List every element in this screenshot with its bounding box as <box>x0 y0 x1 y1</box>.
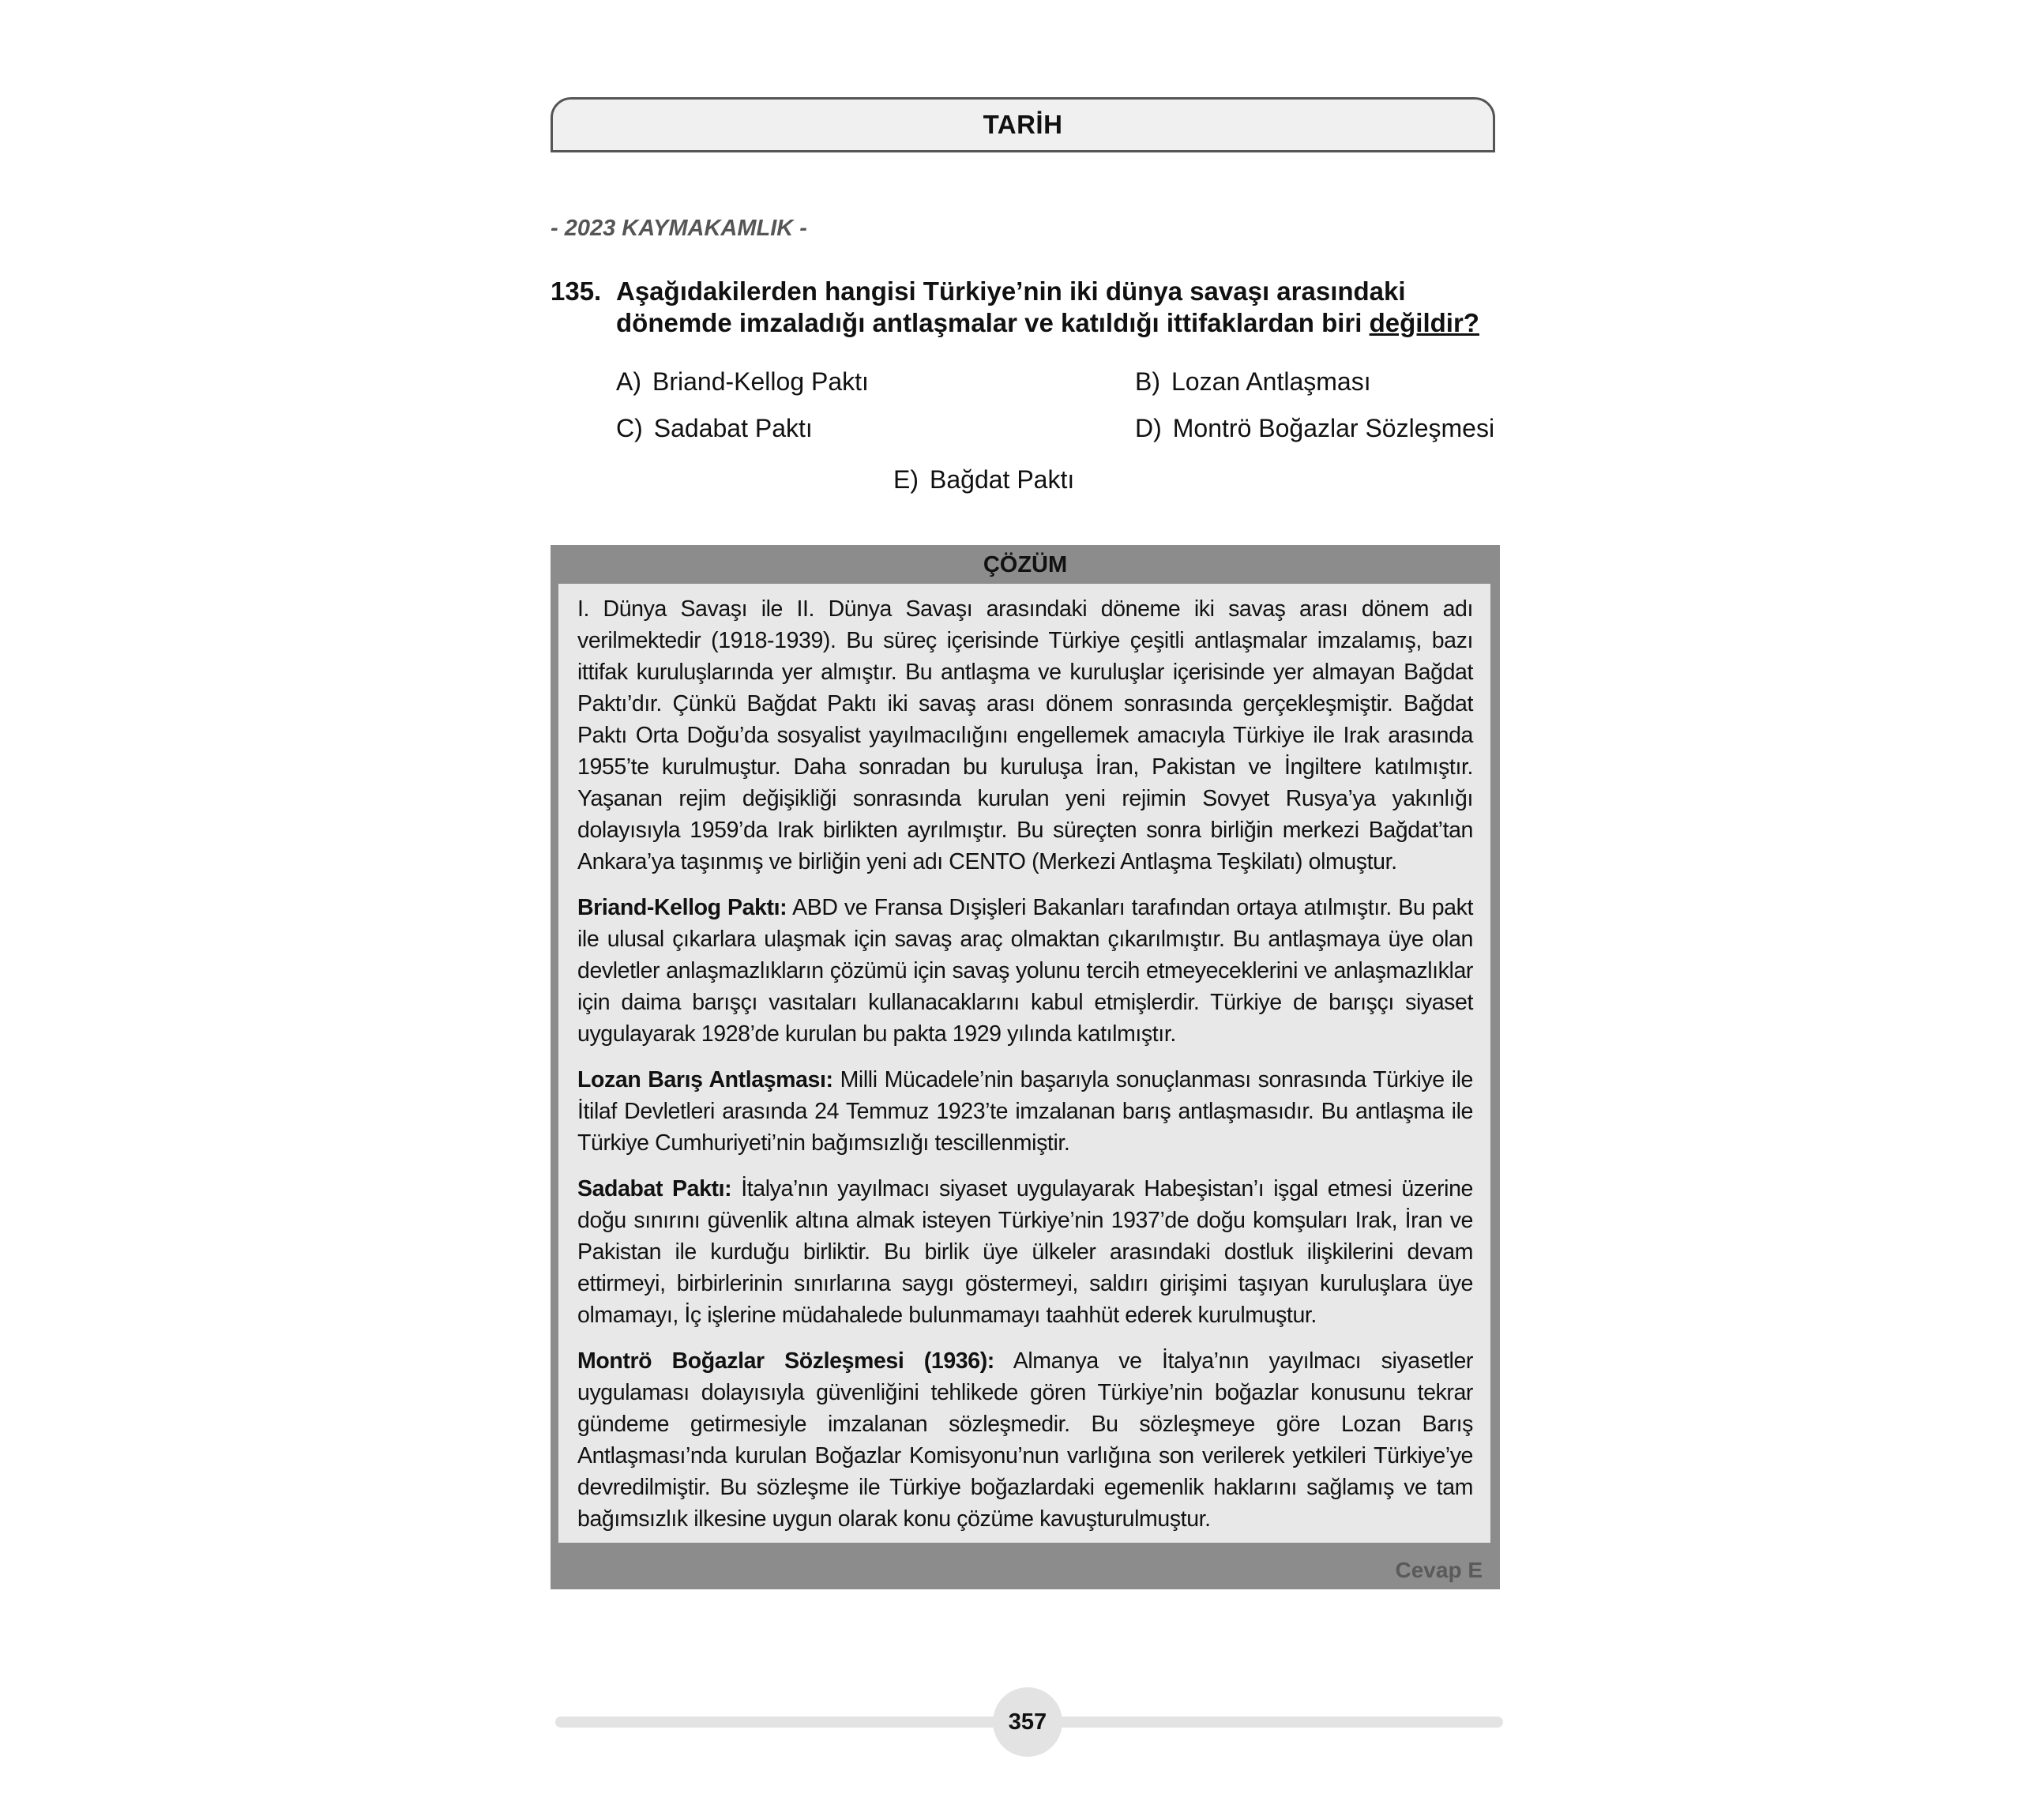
solution-intro: I. Dünya Savaşı ile II. Dünya Savaşı arasındaki döneme iki savaş arası dönem adı verilmektedir (1918-1939). Bu süreç içerisinde Türkiye çeşitli antlaşmalar imzalamış, bazı ittifak kuruluşlarında yer almıştır. Bu antlaşma ve kuruluşlar içerisinde yer almayan Bağdat Paktı’dır. Çünkü Bağdat Paktı iki savaş arası dönem sonrasında gerçekleşmiştir. Bağdat Paktı Orta Doğu’da sosyalist yayılmacılığını engellemek amacıyla Türkiye ile Irak arasında 1955’te kurulmuştur. Daha sonradan bu kuruluşa İran, Pakistan ve İngiltere katılmıştır. Yaşanan rejim değişikliği sonrasında kurulan yeni rejimin Sovyet Rusya’ya yakınlığı dolayısıyla 1959’da Irak birlikten ayrılmıştır. Bu süreçten sonra birliğin merkezi Bağdat’tan Ankara’ya taşınmış ve birliğin yeni adı CENTO (Merkezi Antlaşma Teşkilatı) olmuştur. <box>577 596 1473 874</box>
solution-title: ÇÖZÜM <box>983 551 1068 577</box>
section-term: Sadabat Paktı: <box>577 1176 732 1201</box>
option-label: A) <box>616 367 641 396</box>
question <box>551 276 1506 339</box>
option-text: Montrö Boğazlar Sözleşmesi <box>1172 414 1495 442</box>
question-text <box>616 276 1506 339</box>
exam-source: - 2023 KAYMAKAMLIK - <box>551 216 807 241</box>
solution-section <box>577 1345 1473 1535</box>
section-term: Briand-Kellog Paktı: <box>577 895 787 920</box>
section-text: ABD ve Fransa Dışişleri Bakanları tarafından ortaya atılmıştır. Bu pakt ile ulusal çıkarlara ulaşmak için savaş araç olmaktan çıkarılmıştır. Bu antlaşmaya üye olan devletler anlaşmazlıkların çözümü için savaş yolunu tercih etmeyeceklerini ve anlaşmazlıklar için daima barışçı vasıtaları kullanacaklarını kabul etmişlerdir. Türkiye de barışçı siyaset uygulayarak 1928’de kurulan bu pakta 1929 yılında katılmıştır. <box>577 895 1473 1047</box>
solution-box <box>551 545 1500 1589</box>
option-label: C) <box>616 414 643 442</box>
subject-header <box>551 97 1495 152</box>
solution-body <box>558 584 1490 1543</box>
option-label: D) <box>1135 414 1162 442</box>
question-stem: Aşağıdakilerden hangisi Türkiye’nin iki dünya savaşı arasındaki dönemde imzaladığı antlaşmalar ve katıldığı ittifaklardan biri <box>616 276 1406 337</box>
option-text: Lozan Antlaşması <box>1171 367 1371 396</box>
section-text: Almanya ve İtalya’nın yayılmacı siyasetler uygulaması dolayısıyla güvenliğini tehlikede gören Türkiye’nin boğazlar konusunu tekrar gündeme getirmesiyle imzalanan sözleşmedir. Bu sözleşmeye göre Lozan Barış Antlaşması’nda kurulan Boğazlar Komisyonu’nun varlığına son verilerek yetkileri Türkiye’ye devredilmiştir. Bu sözleşme ile Türkiye boğazlardaki egemenlik haklarını sağlamış ve tam bağımsızlık ilkesine uygun olarak konu çözüme kavuşturulmuştur. <box>577 1348 1473 1532</box>
option-text: Briand-Kellog Paktı <box>652 367 869 396</box>
option-e <box>893 465 1074 494</box>
section-term: Lozan Barış Antlaşması: <box>577 1067 833 1092</box>
option-b <box>1135 367 1371 397</box>
section-text: Milli Mücadele’nin başarıyla sonuçlanması sonrasında Türkiye ile İtilaf Devletleri arasında 24 Temmuz 1923’te imzalanan barış antlaşmasıdır. Bu antlaşma ile Türkiye Cumhuriyeti’nin bağımsızlığı tescillenmiştir. <box>577 1067 1474 1156</box>
section-term: Montrö Boğazlar Sözleşmesi (1936): <box>577 1348 994 1374</box>
solution-section <box>577 1064 1473 1159</box>
option-text: Sadabat Paktı <box>653 414 813 442</box>
answer-key: Cevap E <box>1395 1558 1483 1582</box>
question-negation: değildir? <box>1369 308 1479 337</box>
option-label: E) <box>893 465 919 494</box>
option-text: Bağdat Paktı <box>930 465 1075 494</box>
page-number: 357 <box>993 1687 1062 1757</box>
option-a <box>616 367 869 397</box>
solution-section <box>577 892 1473 1050</box>
question-number: 135. <box>551 276 602 306</box>
solution-section <box>577 1173 1473 1331</box>
option-c <box>616 414 813 443</box>
option-d <box>1135 414 1494 443</box>
section-text: İtalya’nın yayılmacı siyaset uygulayarak Habeşistan’ı işgal etmesi üzerine doğu sınırını güvenlik altına almak isteyen Türkiye’nin 1937’de doğu komşuları Irak, İran ve Pakistan ile kurduğu birliktir. Bu birlik üye ülkeler arasındaki dostluk ilişkilerini devam ettirmeyi, birbirlerinin sınırlarına saygı göstermeyi, saldırı girişimi taşıyan kuruluşlara üye olmamayı, İç işlerine müdahalede bulunmamayı taahhüt ederek kurulmuştur. <box>577 1176 1474 1328</box>
option-label: B) <box>1135 367 1160 396</box>
subject-title: TARİH <box>983 110 1063 139</box>
